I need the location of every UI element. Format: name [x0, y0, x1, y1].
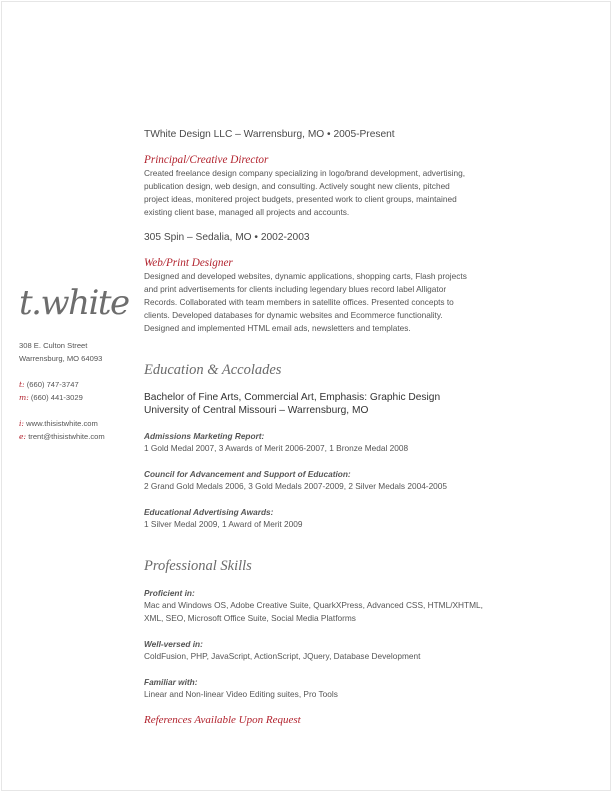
address-line-2: Warrensburg, MO 64093	[19, 354, 103, 363]
web-label: i:	[19, 419, 24, 428]
job-entry	[144, 231, 584, 335]
text-line: and print advertisements for clients including legendary blues record label Alligator	[144, 284, 447, 294]
phone-label: t:	[19, 380, 25, 389]
phone: (660) 747-3747	[26, 380, 79, 389]
award-body: 2 Grand Gold Medals 2006, 3 Gold Medals 2007-2009, 2 Silver Medals 2004-2005	[144, 481, 448, 491]
phone-row	[19, 378, 139, 391]
award-body: 1 Gold Medal 2007, 3 Awards of Merit 2006-2007, 1 Bronze Medal 2008	[144, 443, 409, 453]
job-title: Principal/Creative Director	[144, 154, 269, 166]
job-description	[144, 167, 584, 219]
logo: t.white	[19, 283, 129, 323]
references-note: References Available Upon Request	[144, 714, 301, 726]
text-line: Designed and developed websites, dynamic applications, shopping carts, Flash projects	[144, 271, 467, 281]
award-heading: Educational Advertising Awards:	[144, 507, 274, 517]
job-org: TWhite Design LLC – Warrensburg, MO • 2005-Present	[144, 129, 395, 140]
web-row[interactable]	[19, 417, 139, 430]
email-row[interactable]	[19, 430, 139, 443]
job-entry	[144, 128, 584, 219]
sidebar	[19, 283, 139, 443]
award-heading: Council for Advancement and Support of Education:	[144, 469, 351, 479]
text-line: Created freelance design company specializing in logo/brand development, advertising,	[144, 168, 466, 178]
mobile: (660) 441-3029	[30, 393, 83, 402]
text-line: Designed and implemented HTML email ads, newsletters and templates.	[144, 323, 411, 333]
text-line: existing client base, managed all projects and accounts.	[144, 207, 350, 217]
skill-line: ColdFusion, PHP, JavaScript, ActionScript, JQuery, Database Development	[144, 651, 421, 661]
text-line: project ideas, monitered project budgets, presented work to client groups, maintained	[144, 194, 457, 204]
mobile-row	[19, 391, 139, 404]
job-title: Web/Print Designer	[144, 257, 233, 269]
job-org: 305 Spin – Sedalia, MO • 2002-2003	[144, 232, 310, 243]
skill-group-heading: Well-versed in:	[144, 639, 203, 649]
skill-group-heading: Proficient in:	[144, 588, 195, 598]
text-line: Records. Collaborated with team members in satellite offices. Presented concepts to	[144, 297, 454, 307]
text-line: clients. Developed databases for dynamic websites and Ecommerce functionality.	[144, 310, 443, 320]
job-description	[144, 270, 584, 335]
mobile-label: m:	[19, 393, 29, 402]
award-body: 1 Silver Medal 2009, 1 Award of Merit 2009	[144, 519, 303, 529]
email-link[interactable]: trent@thisistwhite.com	[28, 432, 105, 441]
skill-group-heading: Familiar with:	[144, 677, 198, 687]
text-line: publication design, web design, and consulting. Actively sought new clients, pitched	[144, 181, 450, 191]
award-heading: Admissions Marketing Report:	[144, 431, 265, 441]
address-line-1: 308 E. Culton Street	[19, 341, 88, 350]
skill-line: XML, SEO, Microsoft Office Suite, Social Media Platforms	[144, 613, 356, 623]
contact-info	[19, 339, 139, 443]
skill-line: Linear and Non-linear Video Editing suites, Pro Tools	[144, 689, 338, 699]
email-label: e:	[19, 432, 27, 441]
website-link[interactable]: www.thisistwhite.com	[26, 419, 98, 428]
degree: Bachelor of Fine Arts, Commercial Art, Emphasis: Graphic Design	[144, 392, 441, 403]
education-heading: Education & Accolades	[144, 362, 282, 378]
skill-line: Mac and Windows OS, Adobe Creative Suite, QuarkXPress, Advanced CSS, HTML/XHTML,	[144, 600, 483, 610]
main-content	[144, 128, 584, 727]
skills-heading: Professional Skills	[144, 558, 252, 574]
school: University of Central Missouri – Warrensburg, MO	[144, 405, 369, 416]
